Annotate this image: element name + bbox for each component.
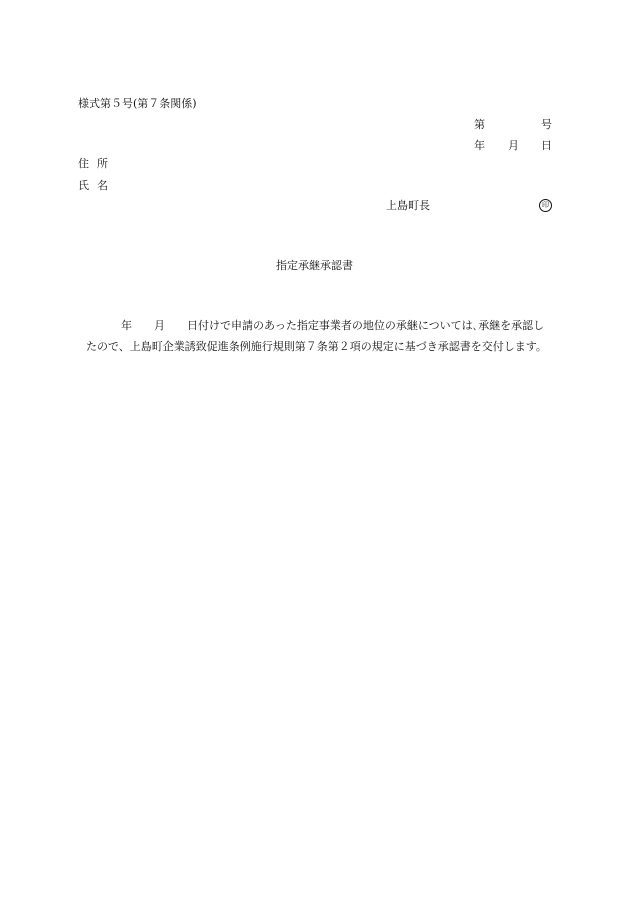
body-text-line-1: 年 月 日付けで申請のあった指定事業者の地位の承継については､承継を承認し — [121, 319, 545, 332]
address-label: 住所 — [78, 157, 116, 170]
form-label: 様式第５号(第７条関係) — [78, 97, 197, 110]
date-year-label: 年 — [474, 139, 485, 152]
document-number-prefix: 第 — [474, 118, 485, 131]
seal-mark: 印 — [539, 199, 552, 212]
date-month-label: 月 — [508, 139, 519, 152]
name-label: 氏名 — [78, 179, 116, 192]
document-title: 指定承継承認書 — [276, 259, 353, 272]
issuer-title: 上島町長 — [386, 199, 430, 212]
document-number-suffix: 号 — [541, 118, 552, 131]
body-text-line-2: たので、上島町企業誘致促進条例施行規則第７条第２項の規定に基づき承認書を交付します。 — [86, 340, 547, 353]
date-day-label: 日 — [541, 139, 552, 152]
